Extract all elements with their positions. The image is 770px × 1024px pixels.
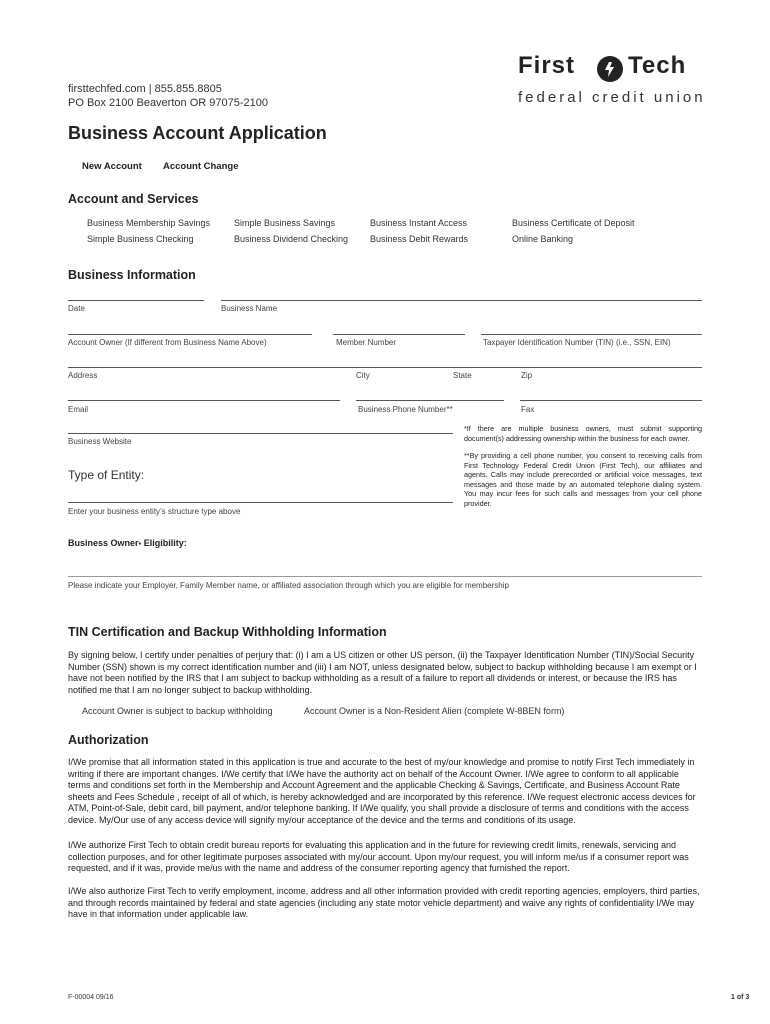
authorization-paragraph-3: I/We also authorize First Tech to verify employment, income, address and all other information provided with credit reporting agencies, employers, third parties, and through records maintained by federal and state agencies (including any state motor vehicle department) and waive any rights of confidentiality I/We may have in that information under applicable law. [68,886,700,920]
logo-subtitle: federal credit union [518,89,706,106]
email-field[interactable] [68,400,340,401]
phone-consent-note: **By providing a cell phone number, you consent to receiving calls from First Technology Federal Credit Union (First Tech), our affiliates and agents. Calls may include prerecorded or artificial voice messages, text messages and those made by an automated telephone dialing system. You may incur fees for such calls and messages from your cell phone provider. [464,451,702,508]
zip-label: Zip [521,371,533,380]
service-simple-business-savings[interactable]: Simple Business Savings [234,218,336,228]
first-tech-logo [518,52,704,112]
eligibility-field[interactable] [68,576,702,577]
business-phone-label: Business Phone Number** [358,405,453,414]
business-name-field[interactable] [221,300,702,301]
service-business-membership-savings[interactable]: Business Membership Savings [87,218,211,228]
service-business-debit-rewards[interactable]: Business Debit Rewards [370,234,469,244]
tin-certification-text: By signing below, I certify under penalties of perjury that: (i) I am a US citizen or other US person, (ii) the Taxpayer Identification Number (TIN)/Social Security Number (SSN) shown is my correct identification number and (iii) I am NOT, unless designated below, subject to backup withholding because I am exempt or I have not been notified by the IRS that I am subject to backup withholding as a result of a failure to report all dividends or interest, or because the IRS has notified me that I am no longer subject to backup withholding. [68,650,697,695]
address-field[interactable] [68,367,702,368]
authorization-paragraph-2: I/We authorize First Tech to obtain credit bureau reports for evaluating this application and in the future for reviewing credit limits, renewals, servicing and collection purposes, and for other legitimate purposes associated with my/our account. Upon my/our request, you will inform me/us if a consumer report was requested, and if it was, provide me/us with the name and address of the consumer reporting agency that furnished the report. [68,840,689,874]
service-online-banking[interactable]: Online Banking [512,234,574,244]
eligibility-heading-a: Business Owner [68,538,139,548]
form-code: F-00004 09/16 [68,994,114,1001]
new-account-option[interactable]: New Account [82,161,142,172]
member-number-label: Member Number [336,338,397,347]
service-business-instant-access[interactable]: Business Instant Access [370,218,468,228]
business-info-heading: Business Information [68,268,196,282]
business-name-label: Business Name [221,304,278,313]
fax-label: Fax [521,405,535,414]
page-number: 1 of 3 [731,994,750,1001]
account-owner-field[interactable] [68,334,312,335]
entity-structure-field[interactable] [68,502,453,503]
account-change-option[interactable]: Account Change [163,161,239,172]
services-heading: Account and Services [68,192,199,206]
authorization-paragraph-1: I/We promise that all information stated in this application is true and accurate to the best of my/our knowledge and promise to notify First Tech immediately in writing if there are important changes. I/We certify that I/We have the authority act on behalf of the Account Owner. I/We agree to conform to all applicable terms and conditions set forth in the Membership and Account Agreement and the applicable Checking & Savings, Certificate, and Business Account Rate sheets and Fees Schedule , receipt of all of which, is hereby acknowledged and are incorporated by this reference. I/We request electronic access devices for ATM, Point-of-Sale, debit card, bill payment, and/or telephone banking. If I/We qualify, you shall provide a disclosure of terms and conditions with the access device. My/Our use of any access device will signify my/our acceptance of the device and the terms and conditions of its usage. [68,757,696,825]
member-number-field[interactable] [333,334,465,335]
logo-mark-icon [595,54,625,84]
date-field[interactable] [68,300,204,301]
business-phone-field[interactable] [356,400,504,401]
logo-first-text: First [518,52,576,79]
address-label: Address [68,371,98,380]
backup-withholding-option[interactable]: Account Owner is subject to backup withholding [82,706,273,716]
eligibility-heading [68,538,187,549]
tin-label: Taxpayer Identification Number (TIN) (i.e., SSN, EIN) [483,338,671,347]
business-website-field[interactable] [68,433,453,434]
eligibility-heading-b: Eligibility: [141,538,187,548]
business-website-label: Business Website [68,437,132,446]
entity-structure-label: Enter your business entity’s structure type above [68,507,241,516]
multiple-owners-note: *If there are multiple business owners, must submit supporting document(s) addressing ownership within the business for each owner. [464,424,702,443]
logo-tech-text: Tech [628,52,687,79]
email-label: Email [68,405,89,414]
eligibility-note: Please indicate your Employer, Family Member name, or affiliated association through which you are eligible for membership [68,581,509,590]
type-of-entity-label: Type of Entity: [68,468,145,482]
tin-heading: TIN Certification and Backup Withholding Information [68,625,387,639]
service-simple-business-checking[interactable]: Simple Business Checking [87,234,194,244]
website-phone: firsttechfed.com | 855.855.8805 [68,83,222,95]
authorization-heading: Authorization [68,733,149,747]
page-title: Business Account Application [68,123,327,143]
fax-field[interactable] [520,400,702,401]
eligibility-star: * [138,542,142,549]
date-label: Date [68,304,85,313]
state-label: State [453,371,472,380]
account-owner-label: Account Owner (If different from Business Name Above) [68,338,267,347]
service-business-dividend-checking[interactable]: Business Dividend Checking [234,234,349,244]
service-business-certificate-of-deposit[interactable]: Business Certificate of Deposit [512,218,635,228]
non-resident-alien-option[interactable]: Account Owner is a Non-Resident Alien (complete W-8BEN form) [304,706,565,716]
city-label: City [356,371,370,380]
mailing-address: PO Box 2100 Beaverton OR 97075-2100 [68,97,268,109]
tin-field[interactable] [481,334,702,335]
